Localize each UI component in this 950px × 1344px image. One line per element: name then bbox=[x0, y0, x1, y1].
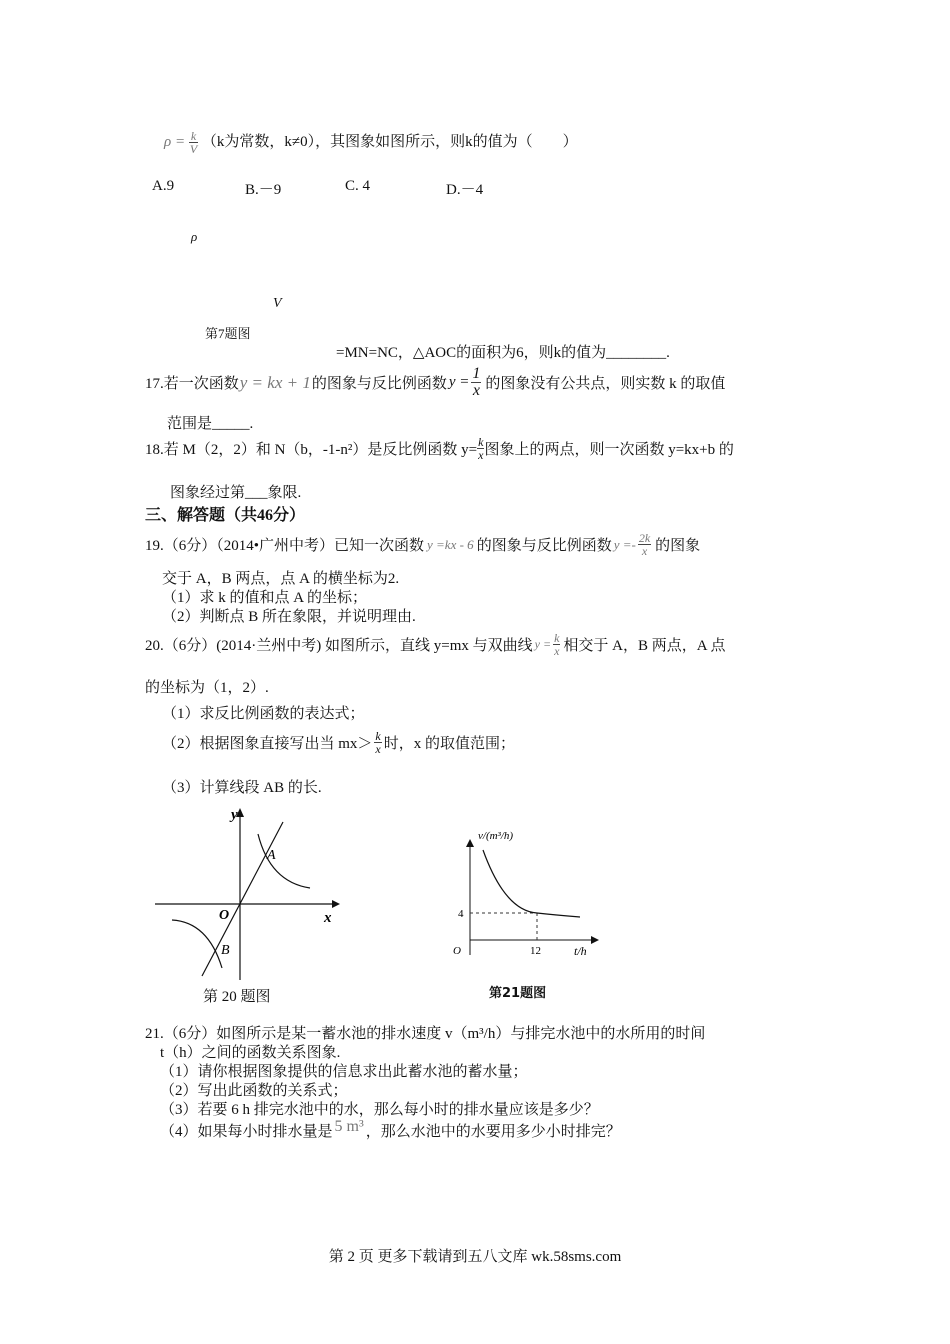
fig20-point-b: B bbox=[221, 943, 230, 958]
q19-expr: y =kx - 6 bbox=[427, 536, 474, 552]
q20-sub3: （3）计算线段 AB 的长. bbox=[162, 780, 322, 796]
q17-prefix: 17.若一次函数 bbox=[145, 376, 239, 392]
fig21-x-label: t/h bbox=[574, 944, 587, 958]
fig20-hyperbola-q1 bbox=[258, 834, 310, 888]
fig20-line-ymx bbox=[202, 822, 283, 976]
q18-line1b: 图象上的两点，则一次函数 y=kx+b 的 bbox=[484, 442, 734, 458]
fig20-graph bbox=[150, 800, 350, 985]
q20-sub2-fraction: $\frac{k}{x}$ bbox=[375, 729, 381, 756]
q7-line bbox=[164, 130, 578, 155]
q19-sub1: （1）求 k 的值和点 A 的坐标； bbox=[162, 590, 368, 606]
q18-line1a: 18.若 M（2，2）和 N（b，-1-n²）是反比例函数 y= bbox=[145, 442, 478, 458]
page-footer: 第 2 页 更多下载请到五八文库 wk.58sms.com bbox=[328, 1249, 622, 1265]
q21-sub4-value: 5 m³ bbox=[334, 1117, 364, 1135]
q21-sub1: （1）请你根据图象提供的信息求出此蓄水池的蓄水量； bbox=[160, 1064, 528, 1080]
q20-line2: 的坐标为（1，2）. bbox=[145, 680, 269, 696]
q7-option-c: C. 4 bbox=[345, 178, 371, 194]
section-heading: 三、解答题（共46分） bbox=[145, 507, 306, 524]
q20-sub2a: （2）根据图象直接写出当 mx＞ bbox=[162, 736, 373, 752]
fig20-x-label: x bbox=[324, 910, 332, 926]
q20-frac-lhs: y = bbox=[534, 637, 552, 651]
q17-suffix: 的图象没有公共点，则实数 k 的取值 bbox=[485, 376, 726, 392]
q7-fig-caption: 第7题图 bbox=[205, 326, 251, 341]
q20-fraction: $\frac{k}{x}$ bbox=[554, 631, 560, 658]
q19-line1 bbox=[145, 532, 700, 557]
q19-fraction: $\frac{2k}{x}$ bbox=[638, 531, 651, 558]
q19-sub2: （2）判断点 B 所在象限，并说明理由. bbox=[162, 609, 416, 625]
q17-mid: 的图象与反比例函数 bbox=[311, 376, 447, 392]
q16-tail: =MN=NC，△AOC的面积为6，则k的值为________. bbox=[336, 345, 670, 361]
q17-frac-lhs: y = bbox=[448, 374, 470, 390]
q7-option-b: B.－9 bbox=[245, 182, 282, 198]
fig21-graph bbox=[445, 815, 610, 965]
q20-line1b: 相交于 A，B 两点，A 点 bbox=[563, 638, 726, 654]
q19-line1c: 的图象 bbox=[655, 538, 701, 554]
q17-line2: 范围是_____. bbox=[167, 416, 254, 432]
q20-sub1: （1）求反比例函数的表达式； bbox=[162, 706, 365, 722]
q7-formula-fraction: $\frac{k}{V}$ bbox=[189, 129, 198, 157]
q17-fraction: $\frac{1}{x}$ bbox=[472, 365, 481, 399]
q21-sub4b: ，那么水池中的水要用多少小时排完？ bbox=[365, 1124, 621, 1140]
q20-line1 bbox=[145, 632, 725, 657]
q18-line1 bbox=[145, 436, 734, 461]
q7-fig-v: V bbox=[273, 296, 282, 311]
q20-sub2 bbox=[162, 730, 515, 755]
q18-line2: 图象经过第___象限. bbox=[170, 485, 302, 501]
fig20-point-a: A bbox=[267, 848, 276, 863]
fig21-curve bbox=[483, 850, 580, 917]
q20-line1a: 20.（6分）(2014·兰州中考) 如图所示，直线 y=mx 与双曲线 bbox=[145, 638, 533, 654]
fig20-x-arrow bbox=[332, 900, 340, 908]
fig20-hyperbola-q3 bbox=[172, 920, 222, 968]
q17-expr: y = kx + 1 bbox=[239, 372, 311, 392]
fig21-x-tick: 12 bbox=[530, 945, 541, 957]
q7-option-d: D.－4 bbox=[446, 182, 484, 198]
q7-option-a: A.9 bbox=[152, 178, 175, 194]
q20-sub2b: 时，x 的取值范围； bbox=[383, 736, 516, 752]
fig21-x-arrow bbox=[591, 936, 599, 944]
q21-sub4 bbox=[160, 1117, 621, 1141]
q21-line2: t（h）之间的函数关系图象. bbox=[160, 1045, 341, 1061]
fig20-y-label: y bbox=[231, 807, 238, 823]
q21-sub4a: （4）如果每小时排水量是 bbox=[160, 1124, 333, 1140]
q7-formula-lhs: ρ = bbox=[164, 134, 186, 150]
fig21-y-arrow bbox=[466, 839, 474, 847]
q7-text: （k为常数，k≠0），其图象如图所示，则k的值为（ ） bbox=[201, 134, 578, 150]
q19-line1a: 19.（6分）（2014•广州中考）已知一次函数 bbox=[145, 538, 425, 554]
q21-line1: 21.（6分）如图所示是某一蓄水池的排水速度 v（m³/h）与排完水池中的水所用的时间 bbox=[145, 1026, 706, 1042]
q7-fig-rho: ρ bbox=[191, 229, 198, 244]
fig20-caption: 第 20 题图 bbox=[203, 989, 271, 1005]
q17-line1 bbox=[145, 366, 725, 399]
fig20-origin: O bbox=[219, 908, 230, 923]
q21-sub3: （3）若要 6 h 排完水池中的水，那么每小时的排水量应该是多少？ bbox=[160, 1102, 599, 1118]
fig21-y-label: v/(m³/h) bbox=[478, 830, 514, 842]
q18-fraction: $\frac{k}{x}$ bbox=[478, 435, 484, 462]
q21-sub2: （2）写出此函数的关系式； bbox=[160, 1083, 348, 1099]
q19-frac-lhs: y =- bbox=[613, 536, 636, 552]
fig21-origin: O bbox=[453, 945, 461, 957]
fig21-y-tick: 4 bbox=[458, 908, 464, 920]
q19-line2: 交于 A，B 两点，点 A 的横坐标为2. bbox=[162, 571, 400, 587]
q19-line1b: 的图象与反比例函数 bbox=[476, 538, 612, 554]
fig21-caption: 第21题图 bbox=[489, 986, 547, 1001]
